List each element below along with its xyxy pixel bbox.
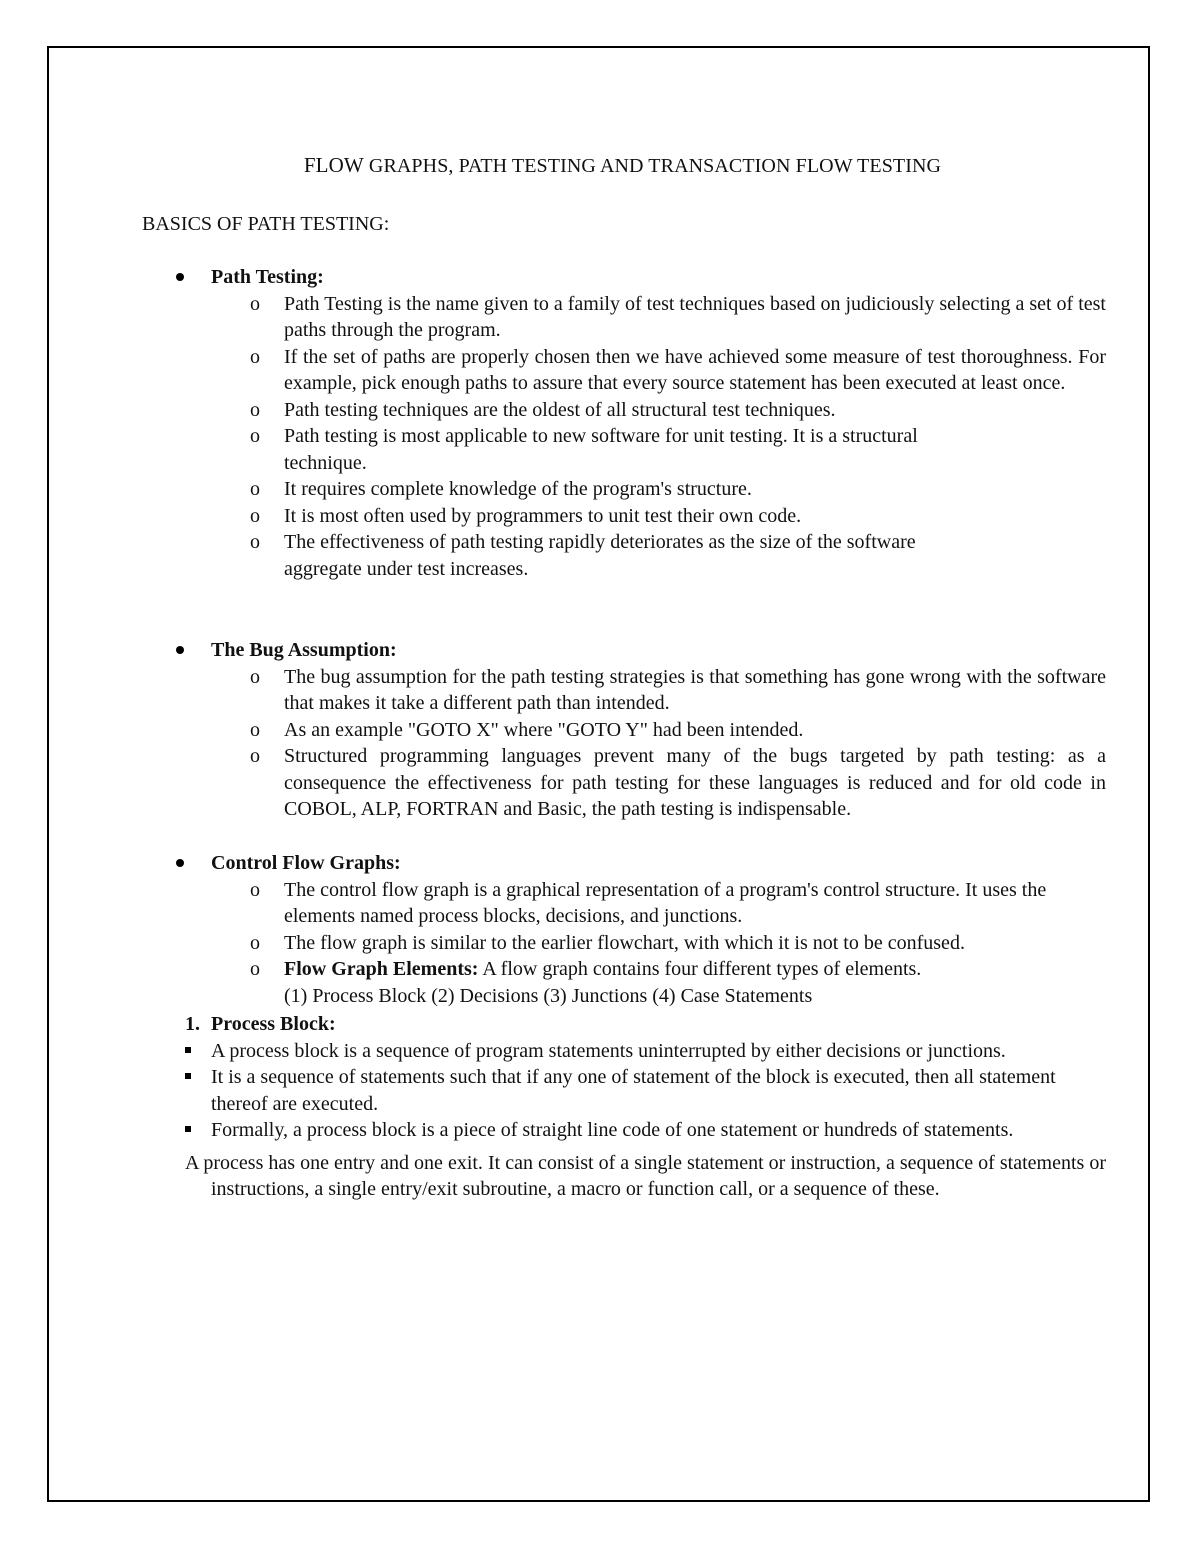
bullet-dot xyxy=(176,273,184,281)
list-item: o Path Testing is the name given to a family of test techniques based on judiciously selecting a set of test paths through the program. xyxy=(250,292,1106,341)
path-testing-heading: Path Testing: xyxy=(0,264,1200,291)
process-block-heading: 1. Process Block: xyxy=(185,1013,336,1035)
square-bullet xyxy=(185,1073,191,1079)
document-title: FLOW GRAPHS, PATH TESTING AND TRANSACTION FLOW TESTING xyxy=(303,153,942,177)
control-flow-graphs-list xyxy=(0,877,1200,1010)
control-flow-graphs-heading: Control Flow Graphs: xyxy=(0,850,1200,877)
control-flow-graphs-section xyxy=(0,850,1200,1009)
section-heading: BASICS OF PATH TESTING: xyxy=(142,213,390,235)
square-bullet xyxy=(185,1126,191,1132)
list-item: o The control flow graph is a graphical representation of a program's control structure. It uses the elements named process blocks, decisions, and junctions. xyxy=(250,878,1047,927)
list-item: o As an example "GOTO X" where "GOTO Y" had been intended. xyxy=(250,718,804,741)
process-block-section xyxy=(0,1011,1200,1203)
list-item: o The bug assumption for the path testing strategies is that something has gone wrong with the software that makes it take a different path than intended. xyxy=(250,665,1106,714)
path-testing-list xyxy=(0,291,1200,583)
square-bullet xyxy=(185,1047,191,1053)
path-testing-section xyxy=(0,264,1200,582)
list-item: o It requires complete knowledge of the program's structure. xyxy=(250,478,752,500)
bullet-dot xyxy=(176,859,184,867)
list-item: o Path testing techniques are the oldest of all structural test techniques. xyxy=(250,398,836,421)
list-item: o Flow Graph Elements: A flow graph contains four different types of elements. (1) Process Block (2) Decisions (3) Junctions (4) Case Statements xyxy=(250,958,922,1007)
list-item: o Path testing is most applicable to new software for unit testing. It is a structural technique. xyxy=(250,425,918,474)
list-item: A process block is a sequence of program statements uninterrupted by either decisions or junctions. xyxy=(0,1038,1200,1065)
bullet-dot xyxy=(176,646,184,654)
list-item: o The flow graph is similar to the earlier flowchart, with which it is not to be confused. xyxy=(250,931,965,954)
list-item: o If the set of paths are properly chosen then we have achieved some measure of test thoroughness. For example, pick enough paths to assure that every source statement has been executed at least once. xyxy=(250,345,1106,394)
list-item: Formally, a process block is a piece of straight line code of one statement or hundreds of statements. xyxy=(0,1117,1200,1144)
list-item: o The effectiveness of path testing rapidly deteriorates as the size of the software aggregate under test increases. xyxy=(250,531,916,580)
list-item: o It is most often used by programmers to unit test their own code. xyxy=(250,504,802,527)
process-paragraph: A process has one entry and one exit. It can consist of a single statement or instruction, a sequence of statements or instructions, a single entry/exit subroutine, a macro or function call, or a sequence of these. xyxy=(185,1151,1106,1200)
bug-assumption-list xyxy=(0,664,1200,823)
bug-assumption-heading: The Bug Assumption: xyxy=(0,637,1200,664)
list-item: It is a sequence of statements such that if any one of statement of the block is executed, then all statement thereof are executed. xyxy=(0,1064,1200,1117)
list-item: o Structured programming languages prevent many of the bugs targeted by path testing: as a consequence the effectiveness for path testing for these languages is reduced and for old code in COBOL, ALP, FORTRAN and Basic, the path testing is indispensable. xyxy=(250,745,1106,820)
bug-assumption-section xyxy=(0,637,1200,823)
